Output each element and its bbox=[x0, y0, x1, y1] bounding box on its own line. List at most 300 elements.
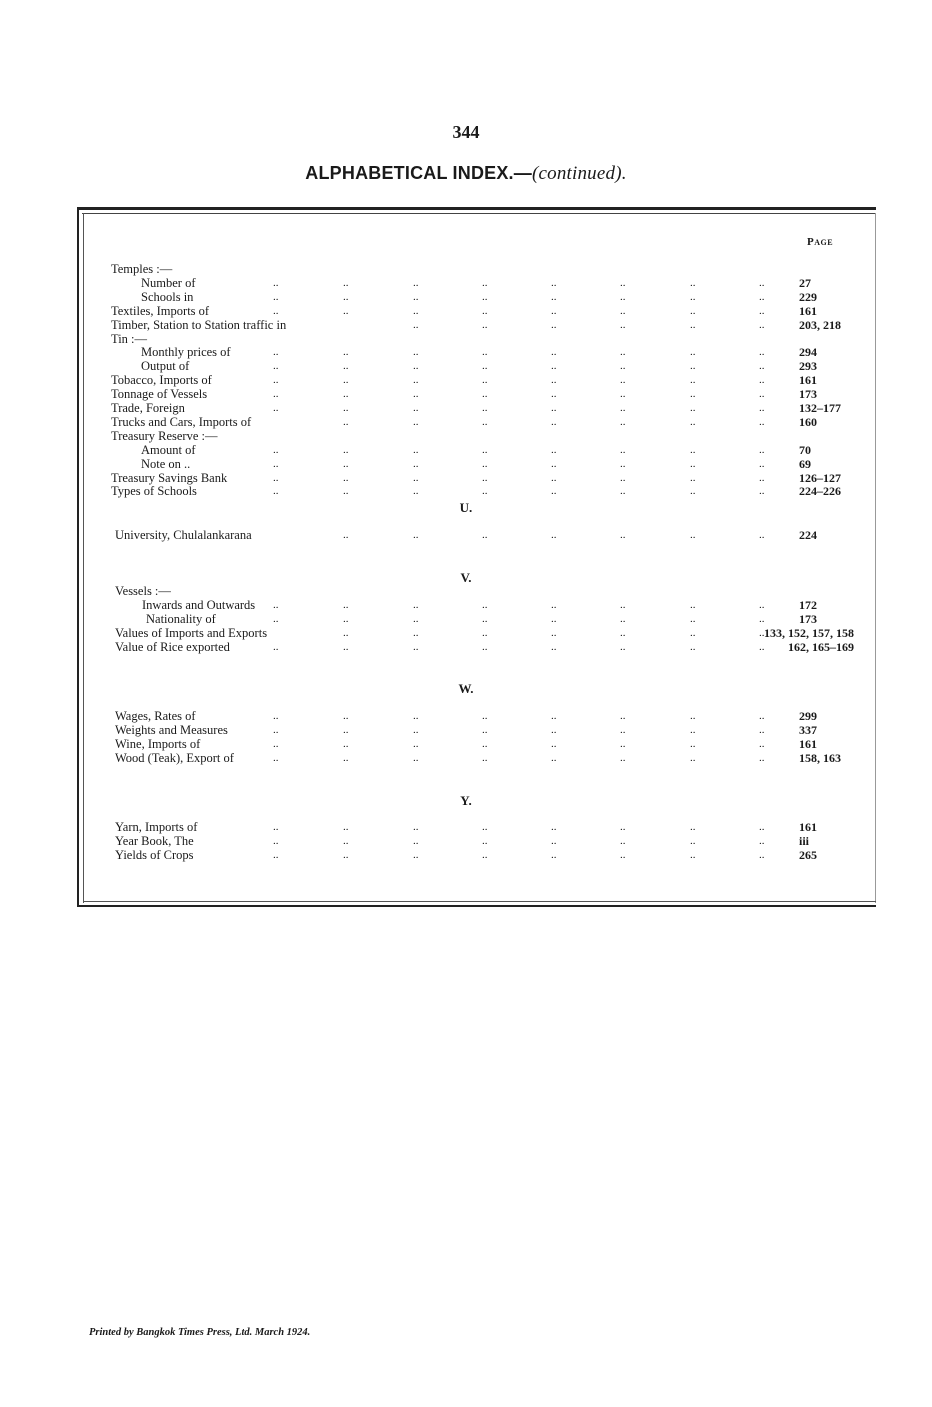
leader-dots: .. bbox=[690, 291, 696, 303]
leader-dots: .. bbox=[273, 849, 279, 861]
leader-dots: .. bbox=[620, 710, 626, 722]
leader-dots: .. bbox=[413, 599, 419, 611]
entry-label: Wood (Teak), Export of bbox=[115, 751, 234, 765]
printer-imprint: Printed by Bangkok Times Press, Ltd. March 1924. bbox=[89, 1327, 311, 1338]
leader-dots: .. bbox=[690, 388, 696, 400]
index-entry bbox=[0, 484, 932, 498]
title-main: ALPHABETICAL INDEX.— bbox=[305, 163, 532, 183]
index-entry bbox=[0, 359, 932, 373]
leader-dots: .. bbox=[551, 599, 557, 611]
index-entry bbox=[0, 401, 932, 415]
leader-dots: .. bbox=[690, 821, 696, 833]
leader-dots: .. bbox=[690, 346, 696, 358]
leader-dots: .. bbox=[343, 738, 349, 750]
leader-dots: .. bbox=[273, 613, 279, 625]
leader-dots: .. bbox=[690, 529, 696, 541]
leader-dots: .. bbox=[343, 849, 349, 861]
leader-dots: .. bbox=[273, 752, 279, 764]
leader-dots: .. bbox=[551, 835, 557, 847]
leader-dots: .. bbox=[482, 291, 488, 303]
entry-page-ref: 161 bbox=[799, 373, 817, 387]
leader-dots: .. bbox=[690, 752, 696, 764]
leader-dots: .. bbox=[690, 627, 696, 639]
entry-page-ref: 162, 165–169 bbox=[788, 640, 854, 654]
entry-page-ref: 161 bbox=[799, 737, 817, 751]
leader-dots: .. bbox=[343, 835, 349, 847]
leader-dots: .. bbox=[759, 641, 765, 653]
leader-dots: .. bbox=[759, 599, 765, 611]
leader-dots: .. bbox=[482, 627, 488, 639]
leader-dots: .. bbox=[620, 485, 626, 497]
leader-dots: .. bbox=[273, 599, 279, 611]
leader-dots: .. bbox=[482, 360, 488, 372]
leader-dots: .. bbox=[482, 416, 488, 428]
leader-dots: .. bbox=[482, 472, 488, 484]
index-entry bbox=[0, 709, 932, 723]
leader-dots: .. bbox=[690, 472, 696, 484]
frame-rule-bottom bbox=[77, 905, 876, 907]
frame-rule-top-inner bbox=[82, 213, 876, 214]
leader-dots: .. bbox=[343, 641, 349, 653]
leader-dots: .. bbox=[759, 835, 765, 847]
leader-dots: .. bbox=[482, 388, 488, 400]
leader-dots: .. bbox=[620, 724, 626, 736]
leader-dots: .. bbox=[551, 641, 557, 653]
leader-dots: .. bbox=[690, 485, 696, 497]
entry-label: Vessels :— bbox=[115, 584, 171, 598]
leader-dots: .. bbox=[690, 835, 696, 847]
leader-dots: .. bbox=[759, 738, 765, 750]
leader-dots: .. bbox=[690, 724, 696, 736]
index-entry bbox=[0, 848, 932, 862]
index-entry bbox=[0, 751, 932, 765]
leader-dots: .. bbox=[759, 360, 765, 372]
leader-dots: .. bbox=[551, 724, 557, 736]
entry-page-ref: 172 bbox=[799, 598, 817, 612]
leader-dots: .. bbox=[759, 277, 765, 289]
index-entry bbox=[0, 290, 932, 304]
page-title bbox=[0, 163, 932, 185]
leader-dots: .. bbox=[343, 346, 349, 358]
leader-dots: .. bbox=[759, 291, 765, 303]
entry-label: Wages, Rates of bbox=[115, 709, 196, 723]
entry-label: Wine, Imports of bbox=[115, 737, 201, 751]
leader-dots: .. bbox=[759, 849, 765, 861]
entry-page-ref: 70 bbox=[799, 443, 811, 457]
entry-label: Yields of Crops bbox=[115, 848, 194, 862]
leader-dots: .. bbox=[759, 710, 765, 722]
leader-dots: .. bbox=[620, 277, 626, 289]
leader-dots: .. bbox=[343, 402, 349, 414]
leader-dots: .. bbox=[343, 599, 349, 611]
leader-dots: .. bbox=[413, 529, 419, 541]
leader-dots: .. bbox=[413, 613, 419, 625]
leader-dots: .. bbox=[413, 346, 419, 358]
leader-dots: .. bbox=[343, 821, 349, 833]
entry-page-ref: 126–127 bbox=[799, 471, 841, 485]
leader-dots: .. bbox=[551, 752, 557, 764]
leader-dots: .. bbox=[759, 374, 765, 386]
leader-dots: .. bbox=[413, 738, 419, 750]
leader-dots: .. bbox=[690, 599, 696, 611]
leader-dots: .. bbox=[413, 835, 419, 847]
leader-dots: .. bbox=[482, 849, 488, 861]
leader-dots: .. bbox=[273, 277, 279, 289]
leader-dots: .. bbox=[482, 402, 488, 414]
entry-page-ref: 224 bbox=[799, 528, 817, 542]
leader-dots: .. bbox=[343, 627, 349, 639]
leader-dots: .. bbox=[690, 277, 696, 289]
leader-dots: .. bbox=[620, 821, 626, 833]
entry-page-ref: 133, 152, 157, 158 bbox=[764, 626, 854, 640]
leader-dots: .. bbox=[551, 613, 557, 625]
index-entry bbox=[0, 318, 932, 332]
leader-dots: .. bbox=[551, 710, 557, 722]
leader-dots: .. bbox=[482, 305, 488, 317]
leader-dots: .. bbox=[620, 402, 626, 414]
leader-dots: .. bbox=[620, 388, 626, 400]
entry-label: Number of bbox=[141, 276, 196, 290]
leader-dots: .. bbox=[690, 319, 696, 331]
section-heading-v: V. bbox=[460, 570, 472, 585]
leader-dots: .. bbox=[273, 402, 279, 414]
index-entry bbox=[0, 415, 932, 429]
leader-dots: .. bbox=[273, 374, 279, 386]
leader-dots: .. bbox=[482, 374, 488, 386]
leader-dots: .. bbox=[482, 710, 488, 722]
leader-dots: .. bbox=[759, 458, 765, 470]
leader-dots: .. bbox=[620, 752, 626, 764]
leader-dots: .. bbox=[273, 291, 279, 303]
leader-dots: .. bbox=[690, 444, 696, 456]
leader-dots: .. bbox=[551, 416, 557, 428]
leader-dots: .. bbox=[759, 627, 765, 639]
leader-dots: .. bbox=[482, 738, 488, 750]
leader-dots: .. bbox=[413, 485, 419, 497]
index-entry bbox=[0, 626, 932, 640]
leader-dots: .. bbox=[413, 319, 419, 331]
entry-label: Value of Rice exported bbox=[115, 640, 230, 654]
entry-page-ref: 161 bbox=[799, 820, 817, 834]
leader-dots: .. bbox=[343, 305, 349, 317]
leader-dots: .. bbox=[413, 444, 419, 456]
leader-dots: .. bbox=[690, 402, 696, 414]
leader-dots: .. bbox=[413, 472, 419, 484]
entry-label: Note on .. bbox=[141, 457, 191, 471]
leader-dots: .. bbox=[759, 472, 765, 484]
entry-label: Schools in bbox=[141, 290, 194, 304]
index-entry bbox=[0, 262, 932, 276]
leader-dots: .. bbox=[343, 444, 349, 456]
leader-dots: .. bbox=[620, 529, 626, 541]
leader-dots: .. bbox=[759, 613, 765, 625]
leader-dots: .. bbox=[620, 738, 626, 750]
leader-dots: .. bbox=[759, 388, 765, 400]
leader-dots: .. bbox=[343, 472, 349, 484]
leader-dots: .. bbox=[759, 305, 765, 317]
leader-dots: .. bbox=[413, 388, 419, 400]
leader-dots: .. bbox=[482, 444, 488, 456]
leader-dots: .. bbox=[343, 416, 349, 428]
page-number: 344 bbox=[452, 122, 480, 142]
entry-page-ref: 299 bbox=[799, 709, 817, 723]
leader-dots: .. bbox=[482, 529, 488, 541]
index-entry bbox=[0, 345, 932, 359]
leader-dots: .. bbox=[759, 346, 765, 358]
leader-dots: .. bbox=[273, 724, 279, 736]
entry-label: Timber, Station to Station traffic in bbox=[111, 318, 287, 332]
title-continued: (continued). bbox=[531, 163, 627, 184]
entry-page-ref: 224–226 bbox=[799, 484, 841, 498]
entry-label: Amount of bbox=[141, 443, 196, 457]
entry-page-ref: 293 bbox=[799, 359, 817, 373]
index-entry bbox=[0, 332, 932, 346]
leader-dots: .. bbox=[482, 319, 488, 331]
entry-page-ref: 160 bbox=[799, 415, 817, 429]
leader-dots: .. bbox=[759, 444, 765, 456]
section-heading-y: Y. bbox=[460, 793, 472, 808]
index-entry bbox=[0, 723, 932, 737]
leader-dots: .. bbox=[273, 388, 279, 400]
leader-dots: .. bbox=[551, 291, 557, 303]
index-entry bbox=[0, 457, 932, 471]
leader-dots: .. bbox=[482, 641, 488, 653]
entry-page-ref: 294 bbox=[799, 345, 817, 359]
leader-dots: .. bbox=[482, 346, 488, 358]
leader-dots: .. bbox=[413, 752, 419, 764]
leader-dots: .. bbox=[413, 305, 419, 317]
leader-dots: .. bbox=[551, 849, 557, 861]
leader-dots: .. bbox=[273, 472, 279, 484]
leader-dots: .. bbox=[620, 444, 626, 456]
leader-dots: .. bbox=[759, 752, 765, 764]
index-entry bbox=[0, 640, 932, 654]
leader-dots: .. bbox=[413, 849, 419, 861]
entry-page-ref: 203, 218 bbox=[799, 318, 841, 332]
leader-dots: .. bbox=[273, 835, 279, 847]
leader-dots: .. bbox=[620, 374, 626, 386]
leader-dots: .. bbox=[273, 821, 279, 833]
leader-dots: .. bbox=[759, 485, 765, 497]
index-entry bbox=[0, 429, 932, 443]
leader-dots: .. bbox=[343, 529, 349, 541]
entry-label: Tonnage of Vessels bbox=[111, 387, 208, 401]
leader-dots: .. bbox=[690, 613, 696, 625]
leader-dots: .. bbox=[273, 641, 279, 653]
leader-dots: .. bbox=[620, 346, 626, 358]
leader-dots: .. bbox=[690, 849, 696, 861]
entry-page-ref: iii bbox=[799, 834, 810, 848]
index-entry bbox=[0, 598, 932, 612]
leader-dots: .. bbox=[413, 360, 419, 372]
leader-dots: .. bbox=[620, 458, 626, 470]
entry-page-ref: 27 bbox=[799, 276, 811, 290]
leader-dots: .. bbox=[620, 319, 626, 331]
entry-page-ref: 173 bbox=[799, 387, 817, 401]
leader-dots: .. bbox=[273, 360, 279, 372]
leader-dots: .. bbox=[690, 416, 696, 428]
leader-dots: .. bbox=[343, 724, 349, 736]
leader-dots: .. bbox=[482, 485, 488, 497]
leader-dots: .. bbox=[551, 360, 557, 372]
index-entry bbox=[0, 373, 932, 387]
leader-dots: .. bbox=[343, 388, 349, 400]
entry-label: Tin :— bbox=[111, 332, 148, 346]
leader-dots: .. bbox=[620, 627, 626, 639]
leader-dots: .. bbox=[620, 305, 626, 317]
section-heading-u: U. bbox=[459, 500, 473, 515]
leader-dots: .. bbox=[551, 374, 557, 386]
leader-dots: .. bbox=[343, 458, 349, 470]
index-entry bbox=[0, 820, 932, 834]
leader-dots: .. bbox=[759, 529, 765, 541]
entry-label: Treasury Reserve :— bbox=[111, 429, 218, 443]
entry-label: Temples :— bbox=[111, 262, 173, 276]
entry-label: Monthly prices of bbox=[141, 345, 231, 359]
entry-label: University, Chulalankarana bbox=[115, 528, 252, 542]
leader-dots: .. bbox=[620, 641, 626, 653]
entry-page-ref: 69 bbox=[799, 457, 811, 471]
page-column-header: Page bbox=[806, 236, 834, 248]
frame-rule-top bbox=[77, 207, 876, 210]
leader-dots: .. bbox=[620, 835, 626, 847]
index-entry bbox=[0, 443, 932, 457]
entry-label: Output of bbox=[141, 359, 190, 373]
leader-dots: .. bbox=[343, 277, 349, 289]
frame-rule-bottom-inner bbox=[83, 901, 876, 902]
leader-dots: .. bbox=[273, 305, 279, 317]
leader-dots: .. bbox=[551, 305, 557, 317]
leader-dots: .. bbox=[620, 472, 626, 484]
leader-dots: .. bbox=[343, 613, 349, 625]
leader-dots: .. bbox=[690, 641, 696, 653]
entry-page-ref: 229 bbox=[799, 290, 817, 304]
leader-dots: .. bbox=[482, 835, 488, 847]
leader-dots: .. bbox=[551, 319, 557, 331]
entry-label: Trucks and Cars, Imports of bbox=[111, 415, 252, 429]
leader-dots: .. bbox=[759, 402, 765, 414]
leader-dots: .. bbox=[482, 458, 488, 470]
index-entry bbox=[0, 612, 932, 626]
entry-label: Yarn, Imports of bbox=[115, 820, 198, 834]
leader-dots: .. bbox=[620, 360, 626, 372]
entry-label: Inwards and Outwards bbox=[142, 598, 256, 612]
leader-dots: .. bbox=[551, 821, 557, 833]
entry-page-ref: 337 bbox=[799, 723, 817, 737]
leader-dots: .. bbox=[273, 710, 279, 722]
index-entry bbox=[0, 528, 932, 542]
index-entry bbox=[0, 387, 932, 401]
leader-dots: .. bbox=[690, 458, 696, 470]
leader-dots: .. bbox=[273, 346, 279, 358]
leader-dots: .. bbox=[343, 485, 349, 497]
leader-dots: .. bbox=[343, 360, 349, 372]
leader-dots: .. bbox=[759, 416, 765, 428]
index-entry bbox=[0, 471, 932, 485]
leader-dots: .. bbox=[273, 458, 279, 470]
leader-dots: .. bbox=[413, 402, 419, 414]
leader-dots: .. bbox=[690, 305, 696, 317]
entry-label: Tobacco, Imports of bbox=[111, 373, 212, 387]
entry-label: Textiles, Imports of bbox=[111, 304, 210, 318]
leader-dots: .. bbox=[343, 374, 349, 386]
index-entry bbox=[0, 276, 932, 290]
leader-dots: .. bbox=[551, 388, 557, 400]
leader-dots: .. bbox=[551, 627, 557, 639]
entry-page-ref: 158, 163 bbox=[799, 751, 841, 765]
leader-dots: .. bbox=[690, 710, 696, 722]
entry-label: Weights and Measures bbox=[115, 723, 228, 737]
leader-dots: .. bbox=[759, 319, 765, 331]
leader-dots: .. bbox=[620, 613, 626, 625]
leader-dots: .. bbox=[759, 724, 765, 736]
leader-dots: .. bbox=[413, 710, 419, 722]
section-heading-w: W. bbox=[458, 681, 474, 696]
leader-dots: .. bbox=[343, 710, 349, 722]
leader-dots: .. bbox=[620, 291, 626, 303]
leader-dots: .. bbox=[620, 849, 626, 861]
entry-label: Nationality of bbox=[146, 612, 216, 626]
leader-dots: .. bbox=[413, 277, 419, 289]
leader-dots: .. bbox=[413, 416, 419, 428]
leader-dots: .. bbox=[273, 485, 279, 497]
leader-dots: .. bbox=[413, 821, 419, 833]
leader-dots: .. bbox=[482, 277, 488, 289]
leader-dots: .. bbox=[413, 724, 419, 736]
leader-dots: .. bbox=[759, 821, 765, 833]
leader-dots: .. bbox=[620, 599, 626, 611]
leader-dots: .. bbox=[551, 472, 557, 484]
leader-dots: .. bbox=[482, 752, 488, 764]
leader-dots: .. bbox=[551, 529, 557, 541]
entry-page-ref: 173 bbox=[799, 612, 817, 626]
index-entry bbox=[0, 737, 932, 751]
leader-dots: .. bbox=[551, 444, 557, 456]
entry-label: Trade, Foreign bbox=[111, 401, 185, 415]
leader-dots: .. bbox=[551, 402, 557, 414]
entry-label: Types of Schools bbox=[111, 484, 197, 498]
entry-page-ref: 161 bbox=[799, 304, 817, 318]
entry-page-ref: 265 bbox=[799, 848, 817, 862]
leader-dots: .. bbox=[343, 752, 349, 764]
leader-dots: .. bbox=[482, 599, 488, 611]
leader-dots: .. bbox=[343, 291, 349, 303]
index-entry bbox=[0, 584, 932, 598]
leader-dots: .. bbox=[551, 458, 557, 470]
leader-dots: .. bbox=[482, 821, 488, 833]
leader-dots: .. bbox=[482, 613, 488, 625]
entry-label: Year Book, The bbox=[115, 834, 194, 848]
index-entry bbox=[0, 834, 932, 848]
entry-label: Values of Imports and Exports bbox=[115, 626, 268, 640]
leader-dots: .. bbox=[482, 724, 488, 736]
leader-dots: .. bbox=[551, 277, 557, 289]
entry-label: Treasury Savings Bank bbox=[111, 471, 228, 485]
leader-dots: .. bbox=[273, 738, 279, 750]
leader-dots: .. bbox=[551, 485, 557, 497]
leader-dots: .. bbox=[413, 291, 419, 303]
leader-dots: .. bbox=[413, 458, 419, 470]
leader-dots: .. bbox=[413, 627, 419, 639]
leader-dots: .. bbox=[413, 374, 419, 386]
leader-dots: .. bbox=[551, 346, 557, 358]
index-entry bbox=[0, 304, 932, 318]
leader-dots: .. bbox=[690, 374, 696, 386]
leader-dots: .. bbox=[551, 738, 557, 750]
leader-dots: .. bbox=[273, 444, 279, 456]
leader-dots: .. bbox=[413, 641, 419, 653]
entry-page-ref: 132–177 bbox=[799, 401, 841, 415]
